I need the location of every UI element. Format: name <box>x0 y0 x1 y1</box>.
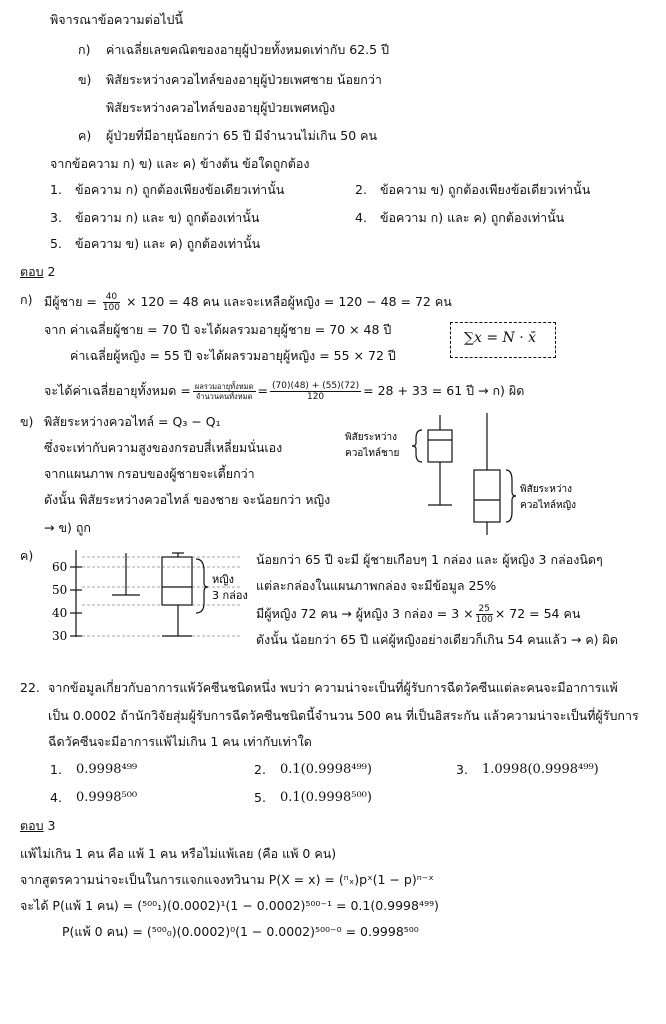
q22-option-3-text: 1.0998(0.9998⁴⁹⁹) <box>482 762 599 777</box>
statement-a: ค่าเฉลี่ยเลขคณิตของอายุผู้ป่วยทั้งหมดเท่ากับ 62.5 ปี <box>106 42 390 57</box>
answer-2 <box>20 818 56 834</box>
answer-1-value: 2 <box>47 264 56 279</box>
sol2-line4: P(แพ้ 0 คน) = (⁵⁰⁰₀)(0.0002)⁰(1 − 0.0002)⁵⁰⁰⁻⁰ = 0.9998⁵⁰⁰ <box>62 924 419 939</box>
tick-label-60: 60 <box>52 560 68 574</box>
sol-a-line4-pre: จะได้ค่าเฉลี่ยอายุทั้งหมด = <box>44 383 191 398</box>
sol-c-line2: แต่ละกล่องในแผนภาพกล่อง จะมีข้อมูล 25% <box>256 578 497 593</box>
q22-option-1-number: 1. <box>50 762 62 777</box>
option-4-number: 4. <box>355 210 367 225</box>
label-female-iqr-1: พิสัยระหว่าง <box>520 484 573 495</box>
tick-label-50: 50 <box>52 583 68 597</box>
boxplot-axis-figure <box>50 545 250 655</box>
fraction-denominator: จำนวนคนทั้งหมด <box>195 391 253 401</box>
fraction-numerator: 25 <box>476 604 493 615</box>
fraction-40-100 <box>103 292 120 313</box>
sol-c-label: ค) <box>20 548 34 563</box>
sol-a-line1-pre: มีผู้ชาย = <box>44 294 97 309</box>
sol-a-line2: จาก ค่าเฉลี่ยผู้ชาย = 70 ปี จะได้ผลรวมอายุผู้ชาย = 70 × 48 ปี <box>44 322 392 337</box>
q22-option-3-number: 3. <box>456 762 468 777</box>
statement-b-line1: พิสัยระหว่างควอไทล์ของอายุผู้ป่วยเพศชาย น้อยกว่า <box>106 72 382 87</box>
fraction-25-100 <box>476 604 493 625</box>
formula-sum: ∑x = N · x̄ <box>464 330 537 346</box>
option-2-number: 2. <box>355 182 367 197</box>
boxplot-comparison-figure <box>340 410 610 540</box>
female-box <box>474 470 500 522</box>
q22-option-2-text: 0.1(0.9998⁴⁹⁹) <box>280 762 372 777</box>
statement-b-line2: พิสัยระหว่างควอไทล์ของอายุผู้ป่วยเพศหญิง <box>106 100 336 115</box>
sol-a-line4-eq: = <box>257 383 268 398</box>
fraction-denominator: 100 <box>102 303 121 313</box>
fraction-mean-calc <box>270 381 361 402</box>
intro-text: พิจารณาข้อความต่อไปนี้ <box>50 12 183 27</box>
sol-b-line5: → ข) ถูก <box>44 520 91 535</box>
fraction-sum-over-count <box>193 382 256 401</box>
q22-line2: เป็น 0.0002 ถ้านักวิจัยสุ่มผู้รับการฉีดวัคซีนชนิดนี้จำนวน 500 คน ที่เป็นอิสระกัน แล้วความน่าจะเป็นที่ผู้รับการ <box>48 708 639 723</box>
q22-number: 22. <box>20 680 40 695</box>
statement-b-label: ข) <box>78 72 92 87</box>
sol-a-line3: ค่าเฉลี่ยผู้หญิง = 55 ปี จะได้ผลรวมอายุผู้หญิง = 55 × 72 ปี <box>70 348 396 363</box>
option-3-number: 3. <box>50 210 62 225</box>
sol-c-line4: ดังนั้น น้อยกว่า 65 ปี แค่ผู้หญิงอย่างเดียวก็เกิน 54 คนแล้ว → ค) ผิด <box>256 632 618 647</box>
sol-a-label: ก) <box>20 292 33 307</box>
tick-label-30: 30 <box>52 629 68 643</box>
sol-a-line1 <box>44 292 452 313</box>
option-1-number: 1. <box>50 182 62 197</box>
sol-c-line3-post: × 72 = 54 คน <box>494 606 581 621</box>
brace-female <box>506 470 516 522</box>
sol-b-line4: ดังนั้น พิสัยระหว่างควอไทล์ ของชาย จะน้อยกว่า หญิง <box>44 492 331 507</box>
fraction-numerator: 40 <box>103 292 120 303</box>
sol-b-line3: จากแผนภาพ กรอบของผู้ชายจะเตี้ยกว่า <box>44 466 255 481</box>
option-1-text: ข้อความ ก) ถูกต้องเพียงข้อเดียวเท่านั้น <box>75 182 285 197</box>
q22-option-5-text: 0.1(0.9998⁵⁰⁰) <box>280 790 372 805</box>
fraction-numerator: ผลรวมอายุทั้งหมด <box>194 381 254 391</box>
fraction-denominator: 120 <box>306 391 325 402</box>
option-5-text: ข้อความ ข) และ ค) ถูกต้องเท่านั้น <box>75 236 261 251</box>
label-male-iqr-1: พิสัยระหว่าง <box>345 432 398 443</box>
sol-b-line1: พิสัยระหว่างควอไทล์ = Q₃ − Q₁ <box>44 414 221 429</box>
sol-a-line1-post: × 120 = 48 คน และจะเหลือผู้หญิง = 120 − 48 = 72 คน <box>126 294 452 309</box>
option-5-number: 5. <box>50 236 62 251</box>
q22-option-5-number: 5. <box>254 790 266 805</box>
option-4-text: ข้อความ ก) และ ค) ถูกต้องเท่านั้น <box>380 210 565 225</box>
sol-a-line4 <box>44 376 524 406</box>
q22-option-1-text: 0.9998⁴⁹⁹ <box>76 762 138 777</box>
q22-line1: จากข้อมูลเกี่ยวกับอาการแพ้วัคซีนชนิดหนึ่ง พบว่า ความน่าจะเป็นที่ผู้รับการฉีดวัคซีนแต่ละคนจะมีอาการแพ้ <box>48 680 618 695</box>
option-2-text: ข้อความ ข) ถูกต้องเพียงข้อเดียวเท่านั้น <box>380 182 591 197</box>
option-3-text: ข้อความ ก) และ ข) ถูกต้องเท่านั้น <box>75 210 260 225</box>
q22-option-2-number: 2. <box>254 762 266 777</box>
q22-option-4-text: 0.9998⁵⁰⁰ <box>76 790 138 805</box>
sol-c-line3 <box>256 600 580 628</box>
label-male-iqr-2: ควอไทล์ชาย <box>345 448 400 459</box>
sol-c-line3-pre: มีผู้หญิง 72 คน → ผู้หญิง 3 กล่อง = 3 × <box>256 606 474 621</box>
q22-line3: ฉีดวัคซีนจะมีอาการแพ้ไม่เกิน 1 คน เท่ากับเท่าใด <box>48 734 312 749</box>
statement-c-label: ค) <box>78 128 92 143</box>
answer-2-label: ตอบ <box>20 818 44 833</box>
answer-1 <box>20 264 56 280</box>
sol2-line2: จากสูตรความน่าจะเป็นในการแจกแจงทวินาม P(X = x) = (ⁿₓ)pˣ(1 − p)ⁿ⁻ˣ <box>20 872 434 887</box>
fraction-numerator: (70)(48) + (55)(72) <box>271 380 360 391</box>
sol-b-label: ข) <box>20 414 34 429</box>
sol-b-line2: ซึ่งจะเท่ากับความสูงของกรอบสี่เหลี่ยมนั่นเอง <box>44 440 283 455</box>
brace-label-1: หญิง <box>212 573 234 586</box>
brace-label-2: 3 กล่อง <box>212 589 248 602</box>
sol-a-line4-post: = 28 + 33 = 61 ปี → ก) ผิด <box>363 383 525 398</box>
statement-a-label: ก) <box>78 42 91 57</box>
female-box <box>162 557 192 605</box>
q22-option-4-number: 4. <box>50 790 62 805</box>
statement-c: ผู้ป่วยที่มีอายุน้อยกว่า 65 ปี มีจำนวนไม่เกิน 50 คน <box>106 128 378 143</box>
sol2-line1: แพ้ไม่เกิน 1 คน คือ แพ้ 1 คน หรือไม่แพ้เลย (คือ แพ้ 0 คน) <box>20 846 337 861</box>
sol2-line3: จะได้ P(แพ้ 1 คน) = (⁵⁰⁰₁)(0.0002)¹(1 − 0.0002)⁵⁰⁰⁻¹ = 0.1(0.9998⁴⁹⁹) <box>20 898 439 913</box>
answer-2-value: 3 <box>47 818 56 833</box>
fraction-denominator: 100 <box>475 614 493 625</box>
brace-male <box>412 430 422 462</box>
question-text: จากข้อความ ก) ข) และ ค) ข้างต้น ข้อใดถูกต้อง <box>50 156 310 171</box>
male-box <box>428 430 452 462</box>
sol-c-line1: น้อยกว่า 65 ปี จะมี ผู้ชายเกือบๆ 1 กล่อง และ ผู้หญิง 3 กล่องนิดๆ <box>256 552 603 567</box>
label-female-iqr-2: ควอไทล์หญิง <box>520 500 577 511</box>
tick-label-40: 40 <box>52 606 68 620</box>
answer-1-label: ตอบ <box>20 264 44 279</box>
